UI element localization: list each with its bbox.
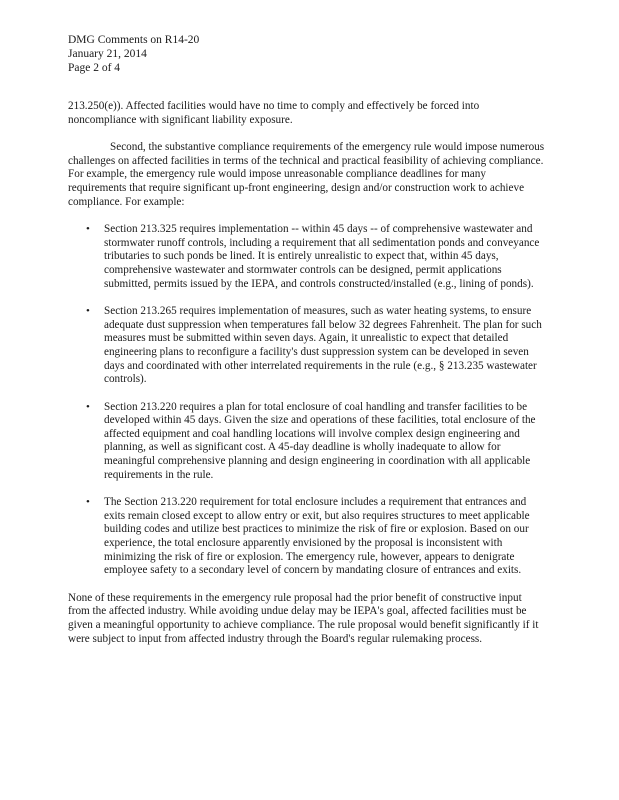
bullet-text: Section 213.220 requires a plan for total enclosure of coal handling and transfer facilities to be developed within 45 days. Given the size and operations of these facilities, total enclosure of the affected equipment and coal handling locations will involve complex design engineering and planning, as well as significant cost. A 45-day deadline is wholly inadequate to allow for meaningful comprehensive planning and design engineering in coordination with all applicable requirements in the rule. xyxy=(104,400,536,481)
list-item xyxy=(86,400,544,483)
document-body xyxy=(68,100,546,646)
bullet-text: Section 213.325 requires implementation -- within 45 days -- of comprehensive wastewater and stormwater runoff controls, including a requirement that all sedimentation ponds and conveyance tributaries to such ponds be lined. It is entirely unrealistic to expect that, within 45 days, comprehensive wastewater and stormwater controls can be designed, permit applications submitted, permits issued by the IEPA, and controls constructed/installed (e.g., lining of ponds). xyxy=(104,223,540,290)
header-date: January 21, 2014 xyxy=(68,48,147,60)
bullet-icon: • xyxy=(86,305,90,318)
bullet-icon: • xyxy=(86,223,90,236)
paragraph-continuation: 213.250(e)). Affected facilities would have no time to comply and effectively be forced into noncompliance with significant liability exposure. xyxy=(68,100,480,126)
header-title: DMG Comments on R14-20 xyxy=(68,34,200,46)
bullet-icon: • xyxy=(86,400,90,413)
list-item xyxy=(86,305,544,387)
bullet-list xyxy=(68,223,546,578)
header-page-number: Page 2 of 4 xyxy=(68,62,121,74)
list-item xyxy=(86,496,544,578)
bullet-text: The Section 213.220 requirement for total enclosure includes a requirement that entrances and exits remain closed except to allow entry or exit, but also requires structures to meet applicable building codes and utilize best practices to minimize the risk of fire or explosion. Based on our experience, the total enclosure apparently envisioned by the proposal is inconsistent with minimizing the risk of fire or explosion. The emergency rule, however, appears to denigrate employee safety to a secondary level of concern by mandating closure of entrances and exits. xyxy=(104,496,530,577)
paragraph-second-point: Second, the substantive compliance requirements of the emergency rule would impose numerous challenges on affected facilities in terms of the technical and practical feasibility of achieving compliance. For example, the emergency rule would impose unreasonable compliance deadlines for many requirements that require significant up-front engineering, design and/or construction work to achieve compliance. For example: xyxy=(68,141,545,208)
bullet-icon: • xyxy=(86,496,90,509)
list-item xyxy=(86,223,544,291)
page-header xyxy=(68,33,199,75)
paragraph-conclusion: None of these requirements in the emergency rule proposal had the prior benefit of constructive input from the affected industry. While avoiding undue delay may be IEPA's goal, affected facilities must be given a meaningful opportunity to achieve compliance. The rule proposal would benefit significantly if it were subject to input from affected industry through the Board's regular rulemaking process. xyxy=(68,591,539,645)
bullet-text: Section 213.265 requires implementation of measures, such as water heating systems, to ensure adequate dust suppression when temperatures fall below 32 degrees Fahrenheit. The plan for such measures must be submitted within seven days. Again, it unrealistic to expect that detailed engineering plans to reconfigure a facility's dust suppression system can be developed in seven days and coordinated with other interrelated requirements in the rule (e.g., § 213.235 wastewater controls). xyxy=(104,305,542,386)
